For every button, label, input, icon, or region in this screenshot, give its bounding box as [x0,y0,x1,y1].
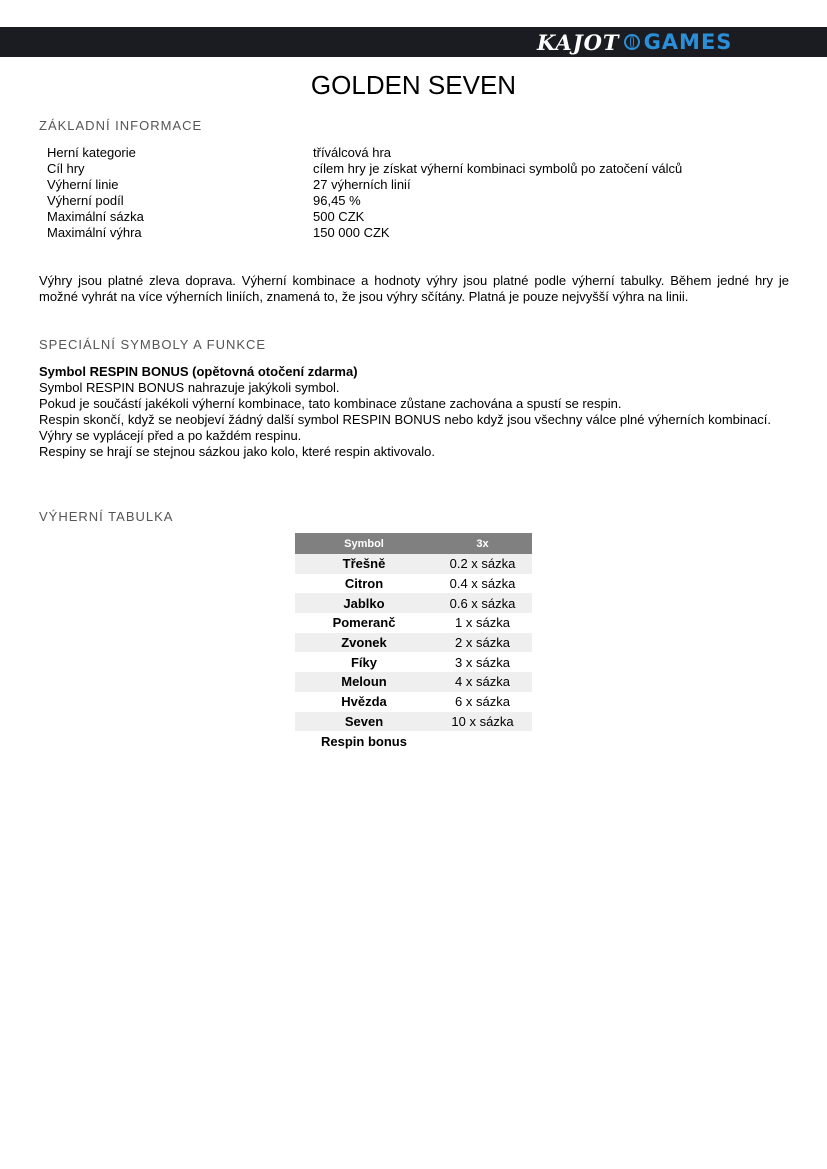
kajot-games-logo [537,29,732,55]
table-row [295,712,532,732]
info-label: Herní kategorie [47,145,136,160]
table-row [295,633,532,653]
symbol-cell: Fíky [350,654,377,670]
info-row [47,193,682,209]
payout-cell: 0.2 x sázka [433,554,532,574]
special-symbols-text [39,364,789,460]
payout-cell: 10 x sázka [433,712,532,732]
table-row [295,692,532,712]
special-line: Respiny se hrají se stejnou sázkou jako kolo, které respin aktivovalo. [39,444,435,459]
info-value: 150 000 CZK [313,225,390,240]
symbol-cell: Hvězda [341,694,387,710]
symbol-cell: Meloun [295,672,433,692]
special-line: Respin skončí, když se neobjeví žádný další symbol RESPIN BONUS nebo když jsou všechny válce plné výherních kombinací. [39,412,771,427]
info-value: 500 CZK [313,209,365,224]
table-row [295,672,532,692]
table-row [295,593,532,613]
section-heading-basic: ZÁKLADNÍ INFORMACE [39,118,203,133]
payout-cell: 0.6 x sázka [433,593,532,613]
paytable-header [295,533,532,554]
payout-cell: 0.4 x sázka [449,576,516,592]
special-line: Symbol RESPIN BONUS nahrazuje jakýkoli symbol. [39,380,340,395]
table-row [295,731,532,751]
logo-text-games: GAMES [643,30,733,54]
symbol-cell: Zvonek [295,633,433,653]
payout-cell: 4 x sázka [433,672,532,692]
payout-cell: 2 x sázka [433,633,532,653]
header-symbol: Symbol [295,533,433,554]
special-line: Výhry se vyplácejí před a po každém respinu. [39,428,302,443]
table-row [295,574,532,594]
payout-cell: 1 x sázka [455,615,510,631]
page-title: GOLDEN SEVEN [310,70,517,100]
globe-icon [624,34,640,50]
paytable [295,533,532,751]
info-label: Výherní podíl [47,193,124,208]
symbol-cell: Respin bonus [321,733,407,749]
section-heading-paytable: VÝHERNÍ TABULKA [39,509,174,524]
info-value: cílem hry je získat výherní kombinaci symbolů po zatočení válců [313,161,683,176]
table-row [295,613,532,633]
symbol-cell: Třešně [295,554,433,574]
info-label: Maximální sázka [47,209,144,224]
payout-cell [433,731,532,751]
info-row [47,161,682,177]
logo-text-kajot: KAJOT [537,29,620,55]
info-label: Výherní linie [47,177,119,192]
info-row [47,177,682,193]
section-heading-special: SPECIÁLNÍ SYMBOLY A FUNKCE [39,337,267,352]
rules-text: Výhry jsou platné zleva doprava. Výherní kombinace a hodnoty výhry jsou platné podle výherní tabulky. Během jedné hry je možné vyhrát na více výherních liniích, znamená to, že jsou výhry sčítány. Platná je pouze nejvyšší výhra na linii. [39,273,789,304]
info-label: Cíl hry [47,161,85,176]
info-row [47,225,682,241]
info-row [47,209,682,225]
respin-heading: Symbol RESPIN BONUS (opětovná otočení zdarma) [39,364,358,379]
info-value: 96,45 % [313,193,361,208]
symbol-cell: Seven [295,712,433,732]
payout-cell: 6 x sázka [455,694,510,710]
payout-cell: 3 x sázka [455,654,510,670]
table-row [295,554,532,574]
info-label: Maximální výhra [47,225,142,240]
header-bar [0,27,827,57]
symbol-cell: Pomeranč [332,615,396,631]
symbol-cell: Citron [344,576,384,592]
table-row [295,652,532,672]
info-table [47,145,682,241]
symbol-cell: Jablko [295,593,433,613]
info-row [47,145,682,161]
special-line: Pokud je součástí jakékoli výherní kombinace, tato kombinace zůstane zachována a spustí se respin. [39,396,622,411]
info-value: tříválcová hra [313,145,392,160]
info-value: 27 výherních linií [313,177,411,192]
header-3x: 3x [433,533,532,554]
